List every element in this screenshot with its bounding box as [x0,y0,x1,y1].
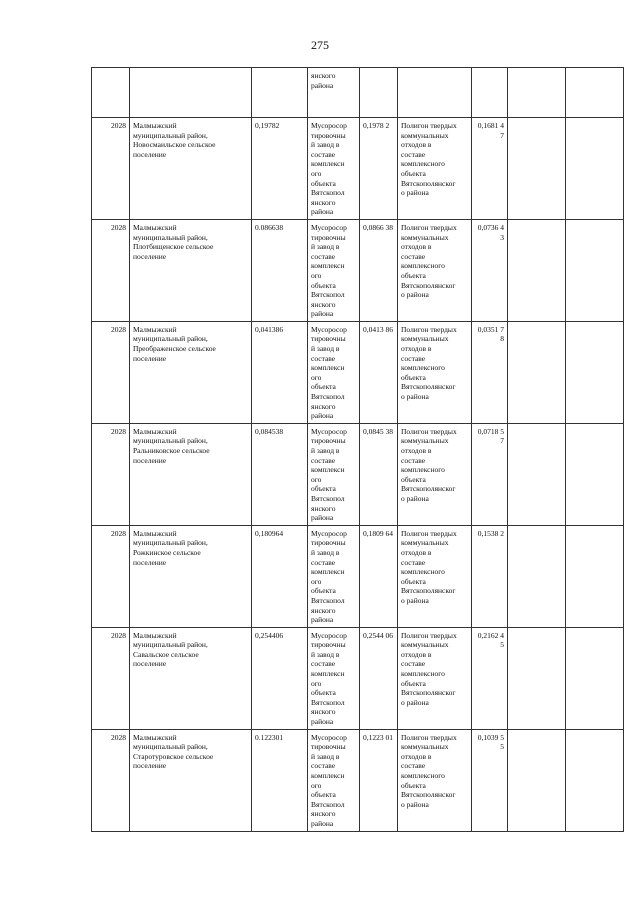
destination-line: коммунальных [401,436,449,446]
destination-cell [398,627,472,729]
destination-line: о района [401,595,429,605]
destination-line: Полигон твердых [401,426,457,436]
municipality-cell [130,525,252,627]
volume3-value: 0,1039 55 [477,732,504,752]
volume2-value: 0,1809 64 [363,528,393,538]
destination-line: Полигон твердых [401,732,457,742]
facility-line: Мусоросор [311,732,347,742]
destination-line: Вятскополянског [401,280,456,290]
volume-value: 0,19782 [255,121,280,130]
volume-value: 0.086638 [255,222,284,232]
facility-line: Мусоросор [311,121,347,130]
volume-cell [252,729,308,831]
facility-line: ого [311,372,322,382]
destination-line: Вятскополянског [401,178,456,188]
facility-line: района [311,513,334,523]
year-value: 2028 [111,528,126,538]
municipality-line: поселение [133,251,167,261]
empty-cell [508,321,566,423]
year-value: 2028 [111,630,126,640]
facility-line: янского [311,605,336,615]
destination-line: коммунальных [401,742,449,752]
facility-line: района [311,411,334,421]
facility-line: й завод в [311,649,340,659]
destination-line: коммунальных [401,232,449,242]
facility-line: составе [311,455,336,465]
facility-line: тировочны [311,232,346,242]
destination-line: составе [401,353,426,363]
facility-line: й завод в [311,344,340,354]
facility-line: ого [311,270,322,280]
facility-line: Мусоросор [311,426,347,436]
facility-line: Вятскопол [311,188,345,198]
year-cell [92,321,130,423]
volume-cell [252,525,308,627]
volume-value: 0,180964 [255,528,284,538]
facility-cell [308,321,360,423]
table-row [92,525,624,627]
empty-cell [508,118,566,220]
destination-line: комплексного [401,567,445,577]
destination-line: отходов в [401,649,432,659]
municipality-line: муниципальный район, [133,334,208,344]
destination-line: отходов в [401,344,432,354]
volume3-value: 0,1681 47 [477,121,504,140]
destination-line: составе [401,761,426,771]
destination-line: отходов в [401,140,432,150]
facility-line: комплексн [311,567,345,577]
destination-line: отходов в [401,547,432,557]
facility-line: ого [311,678,322,688]
destination-line: о района [401,697,429,707]
facility-line: составе [311,251,336,261]
volume3-cell [472,321,508,423]
empty-cell [130,68,252,118]
empty-cell [508,729,566,831]
municipality-line: поселение [133,557,167,567]
facility-line: района [311,615,334,625]
year-value: 2028 [111,732,126,742]
destination-line: объекта [401,678,426,688]
destination-line: Вятскополянског [401,586,456,596]
facility-line: тировочны [311,742,346,752]
destination-line: коммунальных [401,640,449,650]
volume-cell [252,321,308,423]
volume3-cell [472,525,508,627]
facility-line: объекта [311,382,336,392]
municipality-line: муниципальный район, [133,436,208,446]
facility-line: тировочны [311,334,346,344]
facility-line: района [311,309,334,319]
facility-line: объекта [311,280,336,290]
empty-cell [360,68,398,118]
facility-line: янского [311,401,336,411]
empty-cell [92,68,130,118]
facility-line: комплексн [311,771,345,780]
facility-cell [308,729,360,831]
destination-line: Вятскополянског [401,382,456,392]
destination-line: коммунальных [401,334,449,344]
destination-line: комплексного [401,465,445,475]
destination-line: составе [401,149,426,159]
destination-line: объекта [401,780,426,790]
destination-line: составе [401,659,426,669]
empty-cell [508,423,566,525]
municipality-line: муниципальный район, [133,232,208,242]
facility-cell [308,423,360,525]
carry-over-line: района [311,80,334,90]
municipality-line: Малмыжский [133,121,177,130]
municipality-line: поселение [133,455,167,465]
municipality-line: Рожкинское сельское [133,547,201,557]
destination-line: объекта [401,270,426,280]
volume2-cell [360,219,398,321]
volume-value: 0,254406 [255,630,284,640]
destination-line: Полигон твердых [401,324,457,334]
facility-line: янского [311,809,336,819]
facility-line: составе [311,353,336,363]
municipality-cell [130,321,252,423]
municipality-cell [130,219,252,321]
volume2-cell [360,627,398,729]
year-cell [92,118,130,220]
table-row [92,219,624,321]
municipality-cell [130,423,252,525]
volume2-cell [360,423,398,525]
facility-line: ого [311,474,322,484]
volume-value: 0,084538 [255,426,284,436]
facility-line: ого [311,576,322,586]
facility-line: янского [311,707,336,717]
volume3-cell [472,423,508,525]
municipality-line: муниципальный район, [133,130,208,140]
empty-cell [252,68,308,118]
volume3-value: 0,0351 78 [477,324,504,344]
facility-cell [308,525,360,627]
facility-line: комплексн [311,363,345,373]
empty-cell [566,321,624,423]
facility-line: й завод в [311,446,340,455]
year-cell [92,423,130,525]
facility-line: объекта [311,484,336,494]
facility-line: тировочны [311,640,346,650]
facility-line: района [311,717,334,727]
facility-line: Мусоросор [311,528,347,538]
volume-cell [252,423,308,525]
facility-line: тировочны [311,436,346,446]
volume2-cell [360,118,398,220]
destination-line: Полигон твердых [401,121,457,130]
carry-over-row [92,68,624,118]
destination-line: объекта [401,576,426,586]
year-value: 2028 [111,222,126,232]
volume2-value: 0,0866 38 [363,222,393,232]
municipality-line: Малмыжский [133,324,177,334]
volume2-value: 0,1978 2 [363,121,390,130]
volume3-value: 0,0718 57 [477,426,504,446]
municipality-line: муниципальный район, [133,742,208,752]
destination-line: комплексного [401,159,445,169]
municipality-line: Новосмаильское сельское [133,140,216,150]
destination-line: комплексного [401,363,445,373]
volume3-cell [472,627,508,729]
facility-line: составе [311,659,336,669]
facility-cell [308,118,360,220]
municipality-line: муниципальный район, [133,640,208,650]
facility-line: района [311,207,334,217]
municipality-line: Преображенское сельское [133,344,216,354]
destination-line: о района [401,290,429,300]
facility-line: ого [311,780,322,790]
volume-cell [252,627,308,729]
municipality-line: Малмыжский [133,630,177,640]
volume2-cell [360,321,398,423]
volume3-cell [472,219,508,321]
facility-line: комплексн [311,669,345,679]
facility-line: составе [311,761,336,771]
destination-line: составе [401,557,426,567]
facility-line: Вятскопол [311,392,345,402]
facility-line: Вятскопол [311,595,345,605]
facility-line: объекта [311,688,336,698]
destination-line: о района [401,188,429,198]
volume3-value: 0,1538 2 [477,528,504,538]
volume-cell [252,219,308,321]
destination-line: о района [401,392,429,402]
empty-cell [508,525,566,627]
municipality-line: Старотуровское сельское [133,751,214,761]
carry-over-facility [308,68,360,118]
page-number: 275 [311,38,329,52]
year-value: 2028 [111,324,126,334]
waste-flow-table [91,67,624,832]
volume-cell [252,118,308,220]
table-row [92,321,624,423]
empty-cell [566,729,624,831]
facility-line: й завод в [311,547,340,557]
destination-line: Вятскополянског [401,484,456,494]
empty-cell [508,219,566,321]
empty-cell [566,423,624,525]
volume3-cell [472,118,508,220]
volume2-value: 0,0413 86 [363,324,393,334]
destination-line: коммунальных [401,130,449,140]
destination-line: комплексного [401,771,445,780]
year-value: 2028 [111,426,126,436]
facility-line: объекта [311,790,336,800]
facility-line: района [311,818,334,828]
facility-cell [308,219,360,321]
facility-line: комплексн [311,465,345,475]
municipality-cell [130,627,252,729]
empty-cell [508,627,566,729]
destination-cell [398,219,472,321]
municipality-line: Малмыжский [133,528,177,538]
empty-cell [566,219,624,321]
municipality-line: поселение [133,353,167,363]
facility-line: ого [311,168,322,178]
facility-line: Мусоросор [311,630,347,640]
destination-cell [398,423,472,525]
facility-line: й завод в [311,140,340,150]
empty-cell [398,68,472,118]
destination-line: отходов в [401,242,432,252]
volume2-cell [360,525,398,627]
facility-line: объекта [311,586,336,596]
destination-line: отходов в [401,751,432,761]
destination-line: комплексного [401,261,445,271]
facility-line: й завод в [311,242,340,252]
volume-value: 0.122301 [255,732,284,742]
destination-line: составе [401,455,426,465]
facility-line: янского [311,197,336,207]
municipality-line: поселение [133,149,167,159]
empty-cell [508,68,566,118]
facility-line: Вятскопол [311,493,345,503]
destination-cell [398,321,472,423]
municipality-line: Савальское сельское [133,649,199,659]
facility-line: Вятскопол [311,697,345,707]
volume-value: 0,041386 [255,324,284,334]
destination-line: комплексного [401,669,445,679]
destination-line: Полигон твердых [401,528,457,538]
facility-line: составе [311,557,336,567]
table-row [92,118,624,220]
table-row [92,423,624,525]
volume2-value: 0,1223 01 [363,732,393,742]
facility-line: янского [311,299,336,309]
municipality-cell [130,118,252,220]
year-value: 2028 [111,121,126,130]
volume3-value: 0,0736 43 [477,222,504,242]
volume2-value: 0,2544 06 [363,630,393,640]
empty-cell [472,68,508,118]
volume2-cell [360,729,398,831]
year-cell [92,729,130,831]
destination-line: составе [401,251,426,261]
municipality-line: Ральниковское сельское [133,446,210,455]
volume3-value: 0,2162 45 [477,630,504,650]
destination-line: о района [401,493,429,503]
year-cell [92,219,130,321]
carry-over-line: янского [311,71,336,80]
municipality-line: муниципальный район, [133,538,208,548]
destination-line: Вятскополянског [401,688,456,698]
facility-line: Мусоросор [311,324,347,334]
facility-line: й завод в [311,751,340,761]
empty-cell [566,68,624,118]
facility-line: тировочны [311,130,346,140]
year-cell [92,525,130,627]
table-body [92,68,624,832]
facility-line: Вятскопол [311,290,345,300]
destination-line: коммунальных [401,538,449,548]
facility-line: объекта [311,178,336,188]
facility-line: комплексн [311,159,345,169]
destination-cell [398,729,472,831]
destination-line: объекта [401,168,426,178]
destination-cell [398,118,472,220]
destination-line: Полигон твердых [401,630,457,640]
destination-line: объекта [401,372,426,382]
facility-line: Вятскопол [311,799,345,809]
facility-line: Мусоросор [311,222,347,232]
empty-cell [566,525,624,627]
facility-line: комплексн [311,261,345,271]
destination-line: о района [401,799,429,809]
destination-cell [398,525,472,627]
table-row [92,729,624,831]
volume3-cell [472,729,508,831]
empty-cell [566,627,624,729]
destination-line: отходов в [401,446,432,455]
municipality-line: поселение [133,659,167,669]
municipality-line: поселение [133,761,167,771]
municipality-line: Плотбищенское сельское [133,242,214,252]
year-cell [92,627,130,729]
municipality-cell [130,729,252,831]
empty-cell [566,118,624,220]
facility-line: тировочны [311,538,346,548]
destination-line: объекта [401,474,426,484]
facility-cell [308,627,360,729]
facility-line: янского [311,503,336,513]
municipality-line: Малмыжский [133,222,177,232]
municipality-line: Малмыжский [133,732,177,742]
volume2-value: 0,0845 38 [363,426,393,436]
destination-line: Полигон твердых [401,222,457,232]
table-row [92,627,624,729]
facility-line: составе [311,149,336,159]
municipality-line: Малмыжский [133,426,177,436]
destination-line: Вятскополянског [401,790,456,800]
